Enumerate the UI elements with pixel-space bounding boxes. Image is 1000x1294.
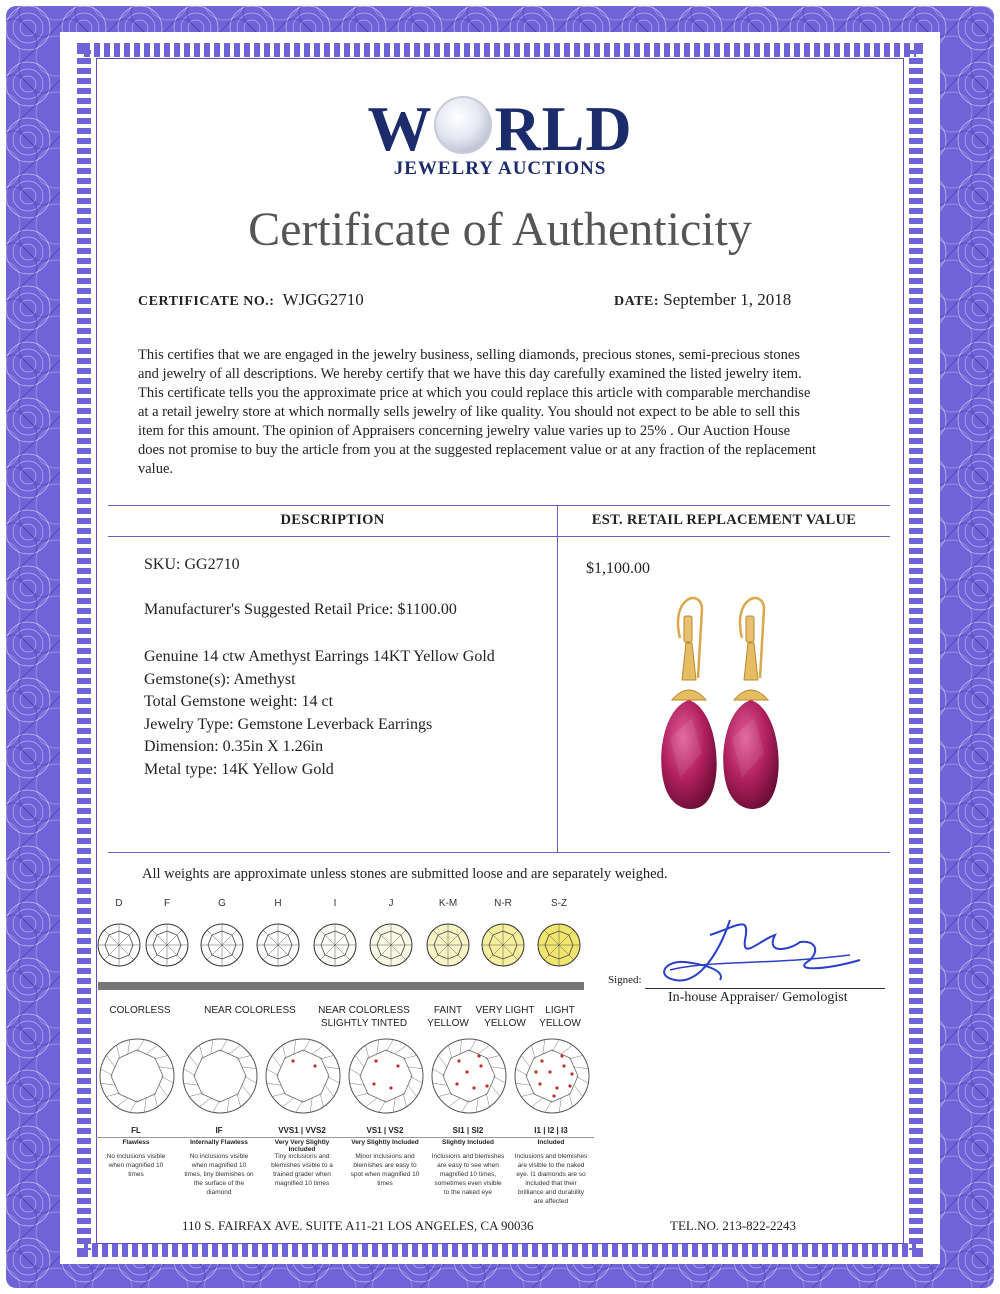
clarity-description-line: when magnified 10: [108, 1162, 164, 1169]
clarity-description-line: Inclusions and blemishes: [514, 1153, 588, 1160]
clarity-description-line: are visible to the naked: [517, 1162, 585, 1169]
clarity-description-line: times: [377, 1180, 393, 1187]
clarity-description-line: included that their: [525, 1180, 577, 1187]
clarity-description: [95, 1152, 177, 1179]
certificate-date: DATE: September 1, 2018: [614, 290, 792, 309]
clarity-description-line: sometimes even visible: [434, 1180, 502, 1187]
table-bottom-rule: [108, 852, 890, 853]
color-grade-letter: I: [333, 898, 337, 909]
intro-paragraph: This certifies that we are engaged in the jewelry business, selling diamonds, precious stones, semi-precious stones and jewelry of all descriptions. We hereby certify that we have this day carefully examined the listed jewelry item. This certificate tells you the approximate price at which you could replace this article with comparable merchandise at a retail jewelry store at which normally sells jewelry of like quality. You should not expect to be able to sell this item for this amount. The opinion of Appraisers concerning jewelry value varies up to 25% . Our Auction House does not promise to buy the article from you at the suggested replacement value or at any fraction of the replacement value.: [138, 347, 817, 477]
clarity-code: SI1 | SI2: [452, 1126, 484, 1135]
color-grade-letter: S-Z: [550, 898, 568, 909]
clarity-diagram: [180, 1036, 260, 1116]
clarity-name: Very Very Slightly Included: [274, 1139, 330, 1153]
clarity-name: Flawless: [122, 1139, 150, 1146]
clarity-code: VS1 | VS2: [366, 1126, 404, 1135]
color-grade-gem: [312, 922, 358, 968]
logo-subtitle: JEWELRY AUCTIONS: [393, 158, 607, 179]
color-grade-gem: [536, 922, 582, 968]
color-grade-gem: [144, 922, 190, 968]
color-group-line2: YELLOW: [484, 1018, 526, 1029]
clarity-description-line: diamond: [206, 1189, 232, 1196]
clarity-description: [178, 1152, 260, 1197]
color-grade-letter: G: [218, 898, 226, 909]
table-header-rule: [108, 536, 890, 537]
signature-image: [650, 910, 870, 990]
clarity-code: IF: [215, 1126, 223, 1135]
clarity-description-line: No inclusions visible: [106, 1153, 166, 1160]
clarity-description-line: blemishes visible to a: [271, 1162, 333, 1169]
color-grade-letter: N-R: [494, 898, 512, 909]
color-grade-group: [100, 1004, 180, 1017]
color-grade-gem: [368, 922, 414, 968]
clarity-diagram: [263, 1036, 343, 1116]
color-grade-letter: H: [274, 898, 282, 909]
color-grade-group: [475, 1004, 535, 1030]
color-scale-bar: [98, 982, 584, 990]
item-details: Genuine 14 ctw Amethyst Earrings 14KT Yellow Gold Gemstone(s): Amethyst Total Gemstone weight: 14 ct Jewelry Type: Gemstone Leverback Earrings Dimension: 0.35in X 1.26in Metal type: 14K Yellow Gold: [144, 648, 495, 778]
clarity-description-line: when magnified 10: [191, 1162, 247, 1169]
clarity-description-line: times, tiny blemishes on: [184, 1171, 254, 1178]
signature-line: [645, 988, 885, 989]
clarity-description-line: trained grader when: [273, 1171, 331, 1178]
color-grade-scale: [92, 898, 592, 1038]
clarity-name: Included: [537, 1139, 565, 1146]
certificate-number: CERTIFICATE NO.: WJGG2710: [138, 290, 364, 309]
clarity-description-line: Inclusions and blemishes: [431, 1153, 505, 1160]
signed-label: Signed:: [608, 974, 642, 986]
clarity-name: Internally Flawless: [190, 1139, 248, 1146]
clarity-description-line: times: [128, 1171, 144, 1178]
color-grade-letter: F: [163, 898, 171, 909]
color-grade-gem: [96, 922, 142, 968]
page-title: Certificate of Authenticity: [248, 203, 752, 256]
color-grade-group: [195, 1004, 305, 1017]
clarity-code: FL: [131, 1126, 141, 1135]
clarity-description-line: eye. I1 diamonds are so: [516, 1171, 586, 1178]
replacement-value: $1,100.00: [586, 560, 650, 577]
description-header: DESCRIPTION: [280, 512, 385, 528]
footer-address: 110 S. FAIRFAX AVE. SUITE A11-21 LOS ANGELES, CA 90036: [182, 1218, 534, 1233]
clarity-diagram: [429, 1036, 509, 1116]
table-column-divider: [557, 505, 558, 852]
clarity-description-line: magnified 10 times: [274, 1180, 330, 1187]
clarity-description: [344, 1152, 426, 1188]
value-header: EST. RETAIL REPLACEMENT VALUE: [591, 512, 857, 528]
diamond-icon: [434, 96, 492, 154]
color-grade-gem: [425, 922, 471, 968]
clarity-grade-scale: [96, 1036, 596, 1216]
color-grade-group: [535, 1004, 585, 1030]
clarity-name: Slightly Included: [441, 1139, 494, 1146]
color-group-line1: VERY LIGHT: [475, 1005, 535, 1016]
color-group-line1: FAINT: [433, 1005, 463, 1016]
color-group-line2: SLIGHTLY TINTED: [320, 1018, 408, 1029]
clarity-rule: [96, 1137, 594, 1138]
color-grade-letter: K-M: [438, 898, 458, 909]
clarity-description-line: brilliance and durability: [517, 1189, 585, 1196]
weights-note: All weights are approximate unless stones are submitted loose and are separately weighed.: [142, 866, 668, 882]
color-grade-letter: J: [388, 898, 394, 909]
clarity-code: VVS1 | VVS2: [278, 1126, 326, 1135]
msrp: Manufacturer's Suggested Retail Price: $1100.00: [144, 601, 457, 618]
clarity-description-line: the surface of the: [193, 1180, 245, 1187]
color-grade-gem: [255, 922, 301, 968]
clarity-description-line: magnified 10 times,: [439, 1171, 497, 1178]
earrings-image: [640, 588, 820, 818]
clarity-description-line: are easy to see when: [437, 1162, 499, 1169]
table-top-rule: [108, 505, 890, 506]
color-group-line2: YELLOW: [539, 1018, 581, 1029]
color-group-line1: COLORLESS: [109, 1005, 171, 1016]
appraiser-title: In-house Appraiser/ Gemologist: [668, 990, 848, 1005]
color-group-line2: YELLOW: [427, 1018, 469, 1029]
logo-wordmark: W RLD: [367, 93, 633, 164]
color-group-line1: NEAR COLORLESS: [318, 1005, 410, 1016]
clarity-description-line: to the naked eye: [443, 1189, 493, 1196]
color-grade-group: [423, 1004, 473, 1030]
clarity-diagram: [97, 1036, 177, 1116]
color-grade-gem: [480, 922, 526, 968]
footer-phone: TEL.NO. 213-822-2243: [670, 1218, 797, 1233]
clarity-code: I1 | I2 | I3: [534, 1126, 568, 1135]
clarity-description-line: are affected: [533, 1198, 569, 1205]
color-grade-group: [309, 1004, 419, 1030]
clarity-description-line: No inclusions visible: [189, 1153, 249, 1160]
clarity-description: [261, 1152, 343, 1188]
sku: SKU: GG2710: [144, 556, 240, 573]
clarity-description: [510, 1152, 592, 1206]
color-grade-gem: [199, 922, 245, 968]
clarity-description-line: Minor inclusions and: [355, 1153, 415, 1160]
clarity-diagram: [512, 1036, 592, 1116]
clarity-description-line: blemishes are easy to: [353, 1162, 417, 1169]
clarity-name: Very Slightly Included: [351, 1139, 419, 1146]
clarity-description: [427, 1152, 509, 1197]
clarity-description-line: spot when magnified 10: [350, 1171, 420, 1178]
clarity-description-line: Tiny inclusions and: [274, 1153, 330, 1160]
color-group-line1: LIGHT: [545, 1005, 575, 1016]
clarity-diagram: [346, 1036, 426, 1116]
color-grade-letter: D: [115, 898, 123, 909]
color-group-line1: NEAR COLORLESS: [204, 1005, 296, 1016]
